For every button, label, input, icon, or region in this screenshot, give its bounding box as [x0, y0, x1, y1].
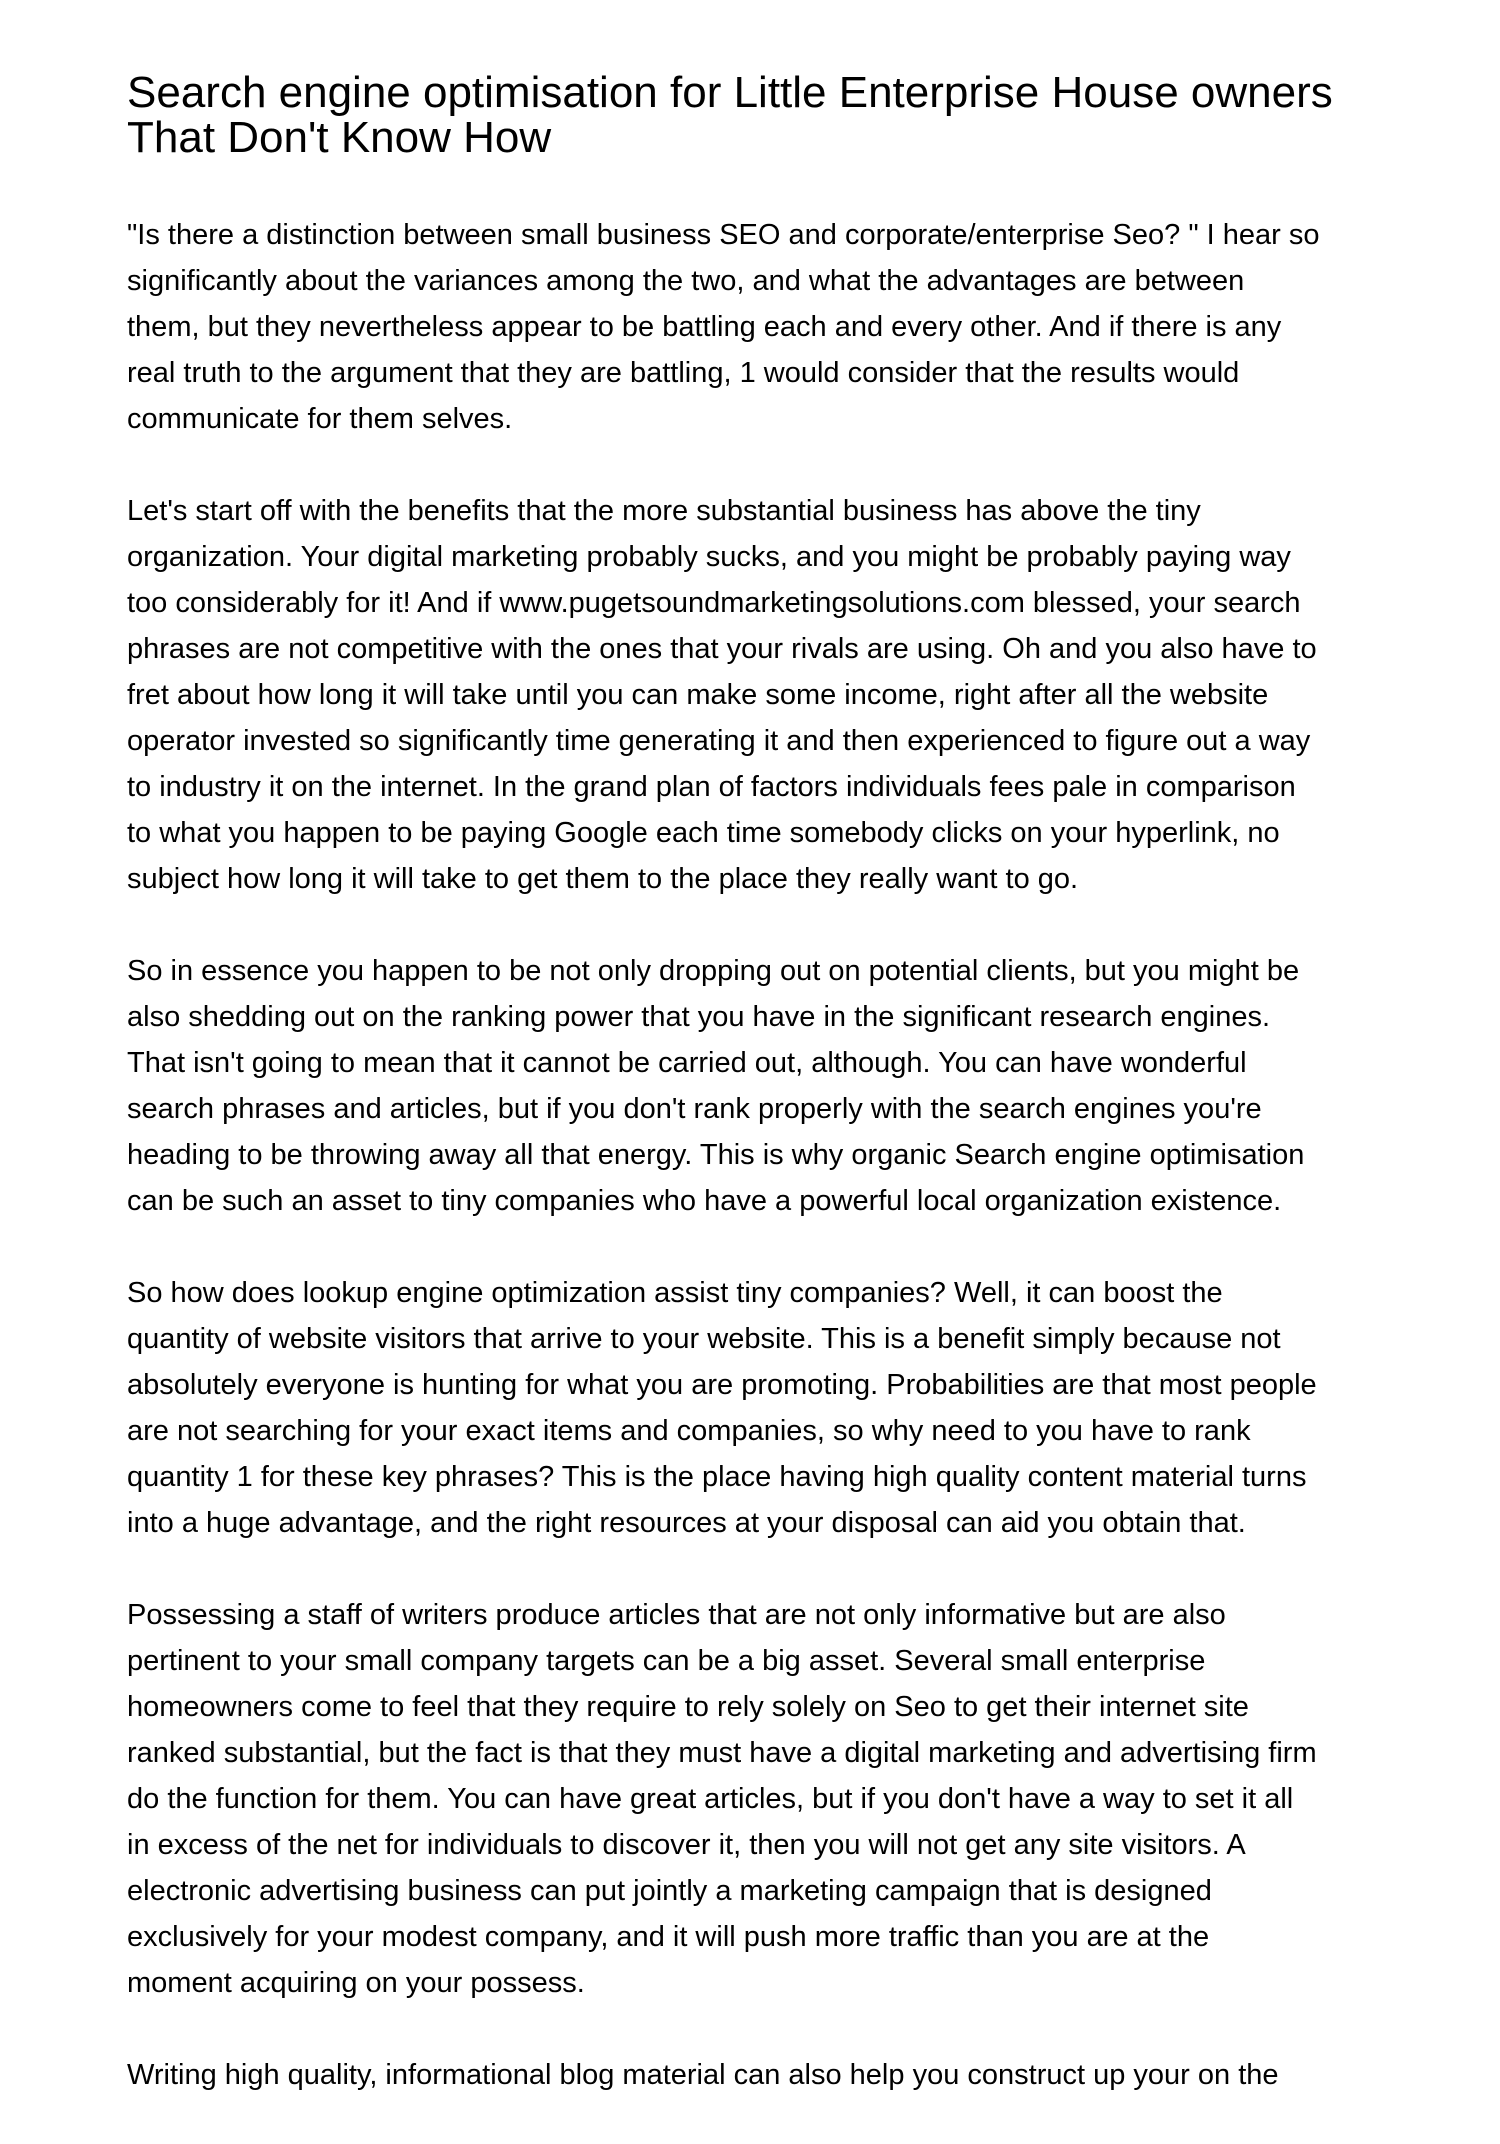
paragraph-line: homeowners come to feel that they require to rely solely on Seo to get their internet site: [127, 1691, 1249, 1723]
paragraph-line: That isn't going to mean that it cannot be carried out, although. You can have wonderful: [127, 1047, 1247, 1079]
paragraph-line: absolutely everyone is hunting for what you are promoting. Probabilities are that most people: [127, 1369, 1317, 1401]
paragraph-line: "Is there a distinction between small business SEO and corporate/enterprise Seo? " I hear so: [127, 219, 1320, 251]
paragraph-line: exclusively for your modest company, and it will push more traffic than you are at the: [127, 1921, 1210, 1953]
paragraph-line: Writing high quality, informational blog material can also help you construct up your on the: [127, 2059, 1279, 2091]
paragraph-line: ranked substantial, but the fact is that they must have a digital marketing and advertising firm: [127, 1737, 1317, 1769]
paragraph-line: So how does lookup engine optimization assist tiny companies? Well, it can boost the: [127, 1277, 1223, 1309]
paragraph-line: do the function for them. You can have great articles, but if you don't have a way to set it all: [127, 1783, 1294, 1815]
paragraph-line: to what you happen to be paying Google each time somebody clicks on your hyperlink, no: [127, 817, 1280, 849]
paragraph-line: in excess of the net for individuals to discover it, then you will not get any site visitors. A: [127, 1829, 1246, 1861]
paragraph: [127, 212, 1320, 442]
paragraph-line: too considerably for it! And if www.pugetsoundmarketingsolutions.com blessed, your search: [127, 587, 1301, 619]
paragraph-line: phrases are not competitive with the ones that your rivals are using. Oh and you also have to: [127, 633, 1317, 665]
paragraph-line: operator invested so significantly time generating it and then experienced to figure out a way: [127, 725, 1311, 757]
paragraph-line: quantity of website visitors that arrive to your website. This is a benefit simply because not: [127, 1323, 1281, 1355]
paragraph-line: also shedding out on the ranking power that you have in the significant research engines.: [127, 1001, 1271, 1033]
paragraph-line: subject how long it will take to get them to the place they really want to go.: [127, 863, 1079, 895]
paragraph: [127, 2052, 1320, 2098]
paragraph-line: pertinent to your small company targets can be a big asset. Several small enterprise: [127, 1645, 1206, 1677]
paragraph-line: can be such an asset to tiny companies who have a powerful local organization existence.: [127, 1185, 1282, 1217]
paragraph-line: heading to be throwing away all that energy. This is why organic Search engine optimisation: [127, 1139, 1305, 1171]
paragraph-line: moment acquiring on your possess.: [127, 1967, 585, 1999]
paragraph-line: Possessing a staff of writers produce articles that are not only informative but are also: [127, 1599, 1226, 1631]
paragraph-line: to industry it on the internet. In the grand plan of factors individuals fees pale in comparison: [127, 771, 1296, 803]
paragraph-line: them, but they nevertheless appear to be battling each and every other. And if there is any: [127, 311, 1282, 343]
paragraph: [127, 1592, 1320, 2006]
paragraph: [127, 1270, 1320, 1546]
paragraph: [127, 948, 1320, 1224]
paragraph-line: Let's start off with the benefits that the more substantial business has above the tiny: [127, 495, 1201, 527]
paragraph-line: electronic advertising business can put jointly a marketing campaign that is designed: [127, 1875, 1212, 1907]
paragraph-line: into a huge advantage, and the right resources at your disposal can aid you obtain that.: [127, 1507, 1246, 1539]
paragraph-line: significantly about the variances among the two, and what the advantages are between: [127, 265, 1245, 297]
paragraph-line: So in essence you happen to be not only dropping out on potential clients, but you might be: [127, 955, 1300, 987]
paragraph-line: search phrases and articles, but if you don't rank properly with the search engines you're: [127, 1093, 1262, 1125]
title-line: That Don't Know How: [127, 113, 552, 162]
document-body: [127, 212, 1320, 2144]
paragraph-line: communicate for them selves.: [127, 403, 513, 435]
paragraph-line: quantity 1 for these key phrases? This is the place having high quality content material turns: [127, 1461, 1307, 1493]
paragraph-line: real truth to the argument that they are battling, 1 would consider that the results would: [127, 357, 1240, 389]
paragraph-line: fret about how long it will take until you can make some income, right after all the website: [127, 679, 1269, 711]
paragraph-line: organization. Your digital marketing probably sucks, and you might be probably paying way: [127, 541, 1291, 573]
paragraph: [127, 488, 1320, 902]
page-title: [127, 70, 1333, 160]
title-line: Search engine optimisation for Little Enterprise House owners: [127, 68, 1333, 117]
paragraph-line: are not searching for your exact items and companies, so why need to you have to rank: [127, 1415, 1251, 1447]
